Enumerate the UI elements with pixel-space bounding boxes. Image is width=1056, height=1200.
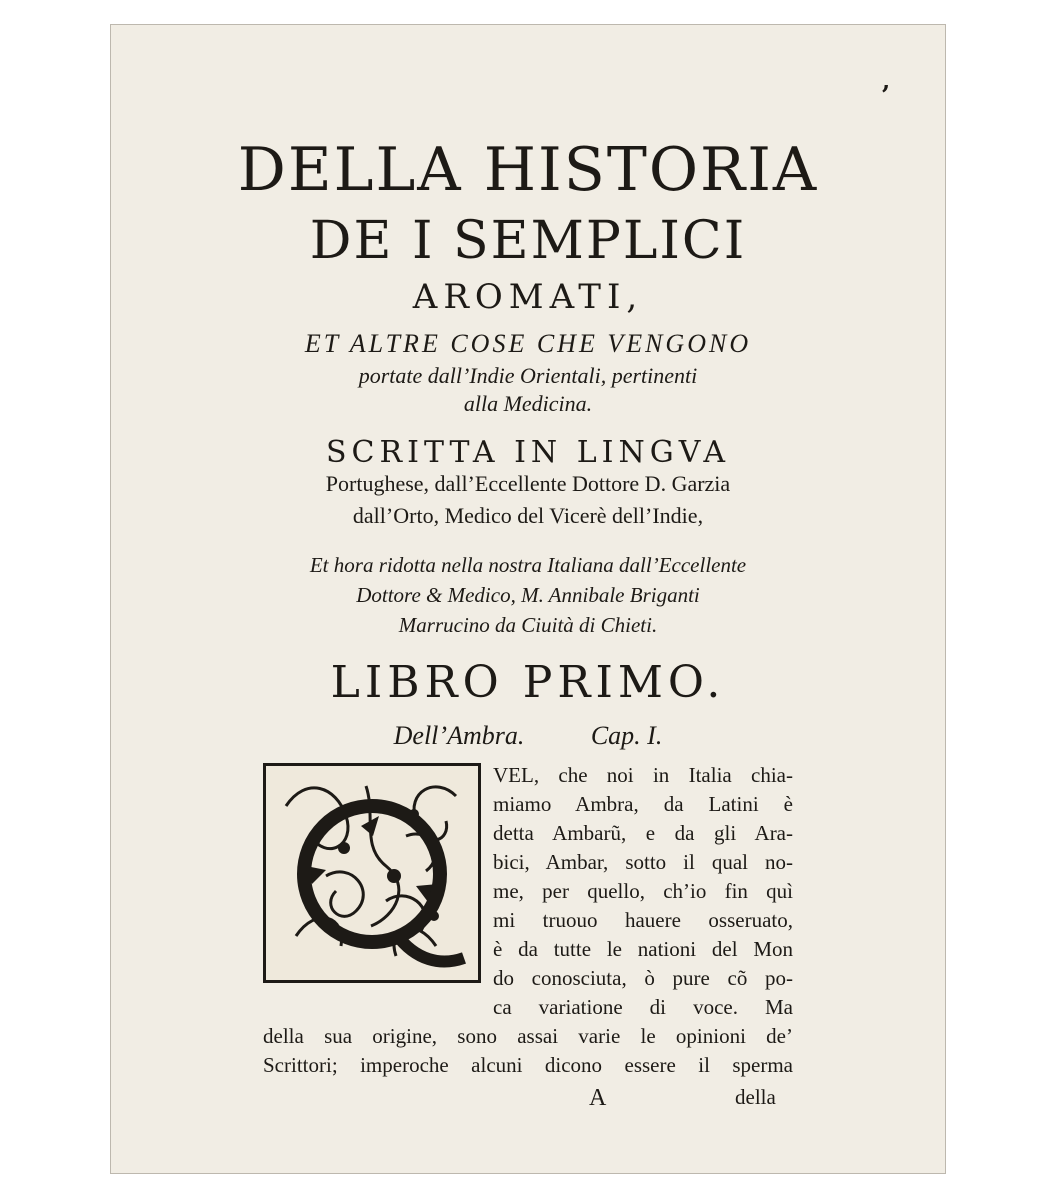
subtitle-line-1: ET ALTRE COSE CHE VENGONO xyxy=(304,329,752,358)
body-line-5: me, per quello, ch’io fin quì xyxy=(493,879,793,903)
body-line-2: miamo Ambra, da Latini è xyxy=(493,792,793,816)
decorated-initial-q xyxy=(263,763,481,983)
subtitle-line-3: alla Medicina. xyxy=(463,391,593,416)
scritta-heading: SCRITTA IN LINGVA xyxy=(326,435,730,470)
chapter-heading xyxy=(111,721,945,751)
catchword: della xyxy=(735,1085,776,1109)
chapter-number: Cap. I. xyxy=(590,721,663,750)
book-heading: LIBRO PRIMO. xyxy=(330,657,726,708)
chapter-title: Dell’Ambra. xyxy=(393,721,525,750)
ornament-initial-icon xyxy=(266,766,478,980)
author-line-2: dall’Orto, Medico del Vicerè dell’Indie, xyxy=(352,503,704,528)
title-line-1: DELLA HISTORIA xyxy=(237,135,819,205)
body-line-8: do conosciuta, ò pure cõ po- xyxy=(493,966,793,990)
subtitle-line-2: portate dall’Indie Orientali, pertinenti xyxy=(358,363,698,388)
translator-line-3: Marrucino da Ciuità di Chieti. xyxy=(398,613,658,637)
title-line-2: DE I SEMPLICI xyxy=(309,211,747,271)
author-line-1: Portughese, dall’Eccellente Dottore D. Garzia xyxy=(325,471,731,496)
translator-line-1: Et hora ridotta nella nostra Italiana dall’Eccellente xyxy=(309,553,747,577)
translator-line-2: Dottore & Medico, M. Annibale Briganti xyxy=(356,583,700,607)
signature-mark: A xyxy=(589,1085,607,1111)
body-line-1: VEL, che noi in Italia chia- xyxy=(493,763,793,787)
body-line-6: mi truouo hauere osseruato, xyxy=(493,908,793,932)
page-mark: ’ xyxy=(881,81,891,111)
book-page xyxy=(110,24,946,1174)
body-line-9: ca variatione di voce. Ma xyxy=(493,995,793,1019)
body-line-11: Scrittori; imperoche alcuni dicono essere il sperma xyxy=(263,1053,793,1077)
body-line-3: detta Ambarũ, e da gli Ara- xyxy=(493,821,793,845)
body-line-4: bici, Ambar, sotto il qual no- xyxy=(493,850,793,874)
body-line-7: è da tutte le nationi del Mon xyxy=(493,937,793,961)
title-line-3: AROMATI, xyxy=(412,277,644,317)
body-line-10: della sua origine, sono assai varie le opinioni de’ xyxy=(263,1024,793,1048)
